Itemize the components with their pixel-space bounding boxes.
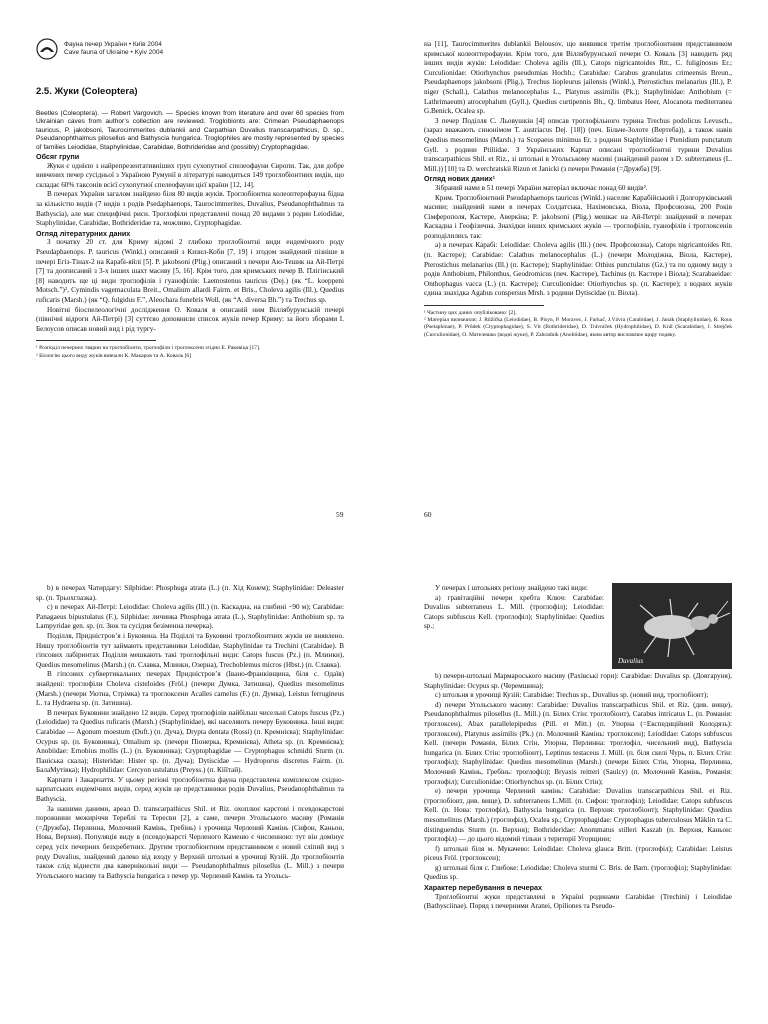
paragraph: В печерах України загалом знайдено біля 80 видів жуків. Троглобіонтна колеоптерофауна бідна за кількістю видів (7 видів з родів Psedaphaenops, Taurocimmerites, Duvalius, Pseudanophthalmus та Bathyscia), але має специфічні риси. Троглофіли представлені понад 20 видами з родин Leiodidae, Staphylinidae, Carabidae, Bothrideridae та, можливо, Cryptophagidae. <box>36 190 344 228</box>
footnote: ¹ Частину цих даних опубліковано: [2]. <box>424 310 517 317</box>
header-line-ua: Фауна печер України • Київ 2004 <box>64 41 162 48</box>
abstract: Beetles (Coleoptera). — Robert Vargovich. — Species known from literature and over 60 species from Ukrainian caves from author’s collection are reviewed. Troglobionts are: Crimean Pseudaphaenops tauricus, P. jakobsoni, Taurocimmerites dublankii and Carpathian Duvalius transcarpathicus, D. sp., Pseudanophthalmus pilosellus and Bathyscia hungarica. Troglophiles are mostly represented by species of families Leiodidae, Staphylinidae, Carabidae, Bothrideridae and (possibly) Cryptophagidae. <box>36 110 344 151</box>
page-60-column <box>424 40 732 339</box>
footnotes <box>36 345 344 359</box>
page-62-intro <box>424 584 604 632</box>
duvalius-beetle-photo <box>612 583 732 669</box>
page-61-column <box>36 584 344 881</box>
footnote: ² Матеріал визначили: J. Růžička (Leiodidae), B. Pisyn, P. Moravec, J. Farkač, J.Vávra (Carabidae), J. Janák (Staphylinidae), R. Rous (Pselaphinae), P. Průdek (Cryptophagidae), S. Vít (Bothrideridae), D. Trávníček (Hydrophilidae), D. Král (Scarabidae), J. Strejček (Curculionidae), О. Мателешко (водні жуки), P. Zahradník (Anobiidae), яким автор висловлює щиру подяку. <box>424 317 732 338</box>
paragraph: Троглобіонтні жуки представлені в Україні родинами Carabidae (Trechini) і Leiodidae (Bathysciinae). Поряд з печерними Aranei, Opiliones та Pseudo- <box>424 892 732 911</box>
footnote-rule <box>36 340 156 341</box>
header-line-en: Cave fauna of Ukraine • Kyiv 2004 <box>64 49 164 56</box>
photo-caption: Duvalius <box>618 657 644 665</box>
page-number: 59 <box>336 510 344 519</box>
paragraph: f) штольні біля м. Мукачево: Leiodidae: Choleva glauca Britt. (троглофіл); Carabidae: Leistus piceus Fröl. (троглоксен); <box>424 844 732 863</box>
paragraph: c) штольня в урочищі Кузій: Carabidae: Trechus sp., Duvalius sp. (новий вид, троглобіонт); <box>435 691 709 700</box>
section-title: 2.5. Жуки (Coleoptera) <box>36 86 138 97</box>
heading-literature: Огляд літературних даних <box>36 228 131 238</box>
paragraph: Поділля, Придністров’я і Буковина. На Поділлі та Буковині троглобіонтних жуків не виявлено. Нишу троглобіонтів тут займають представники Leiodidae, Staphylinidae та Trechini (Carabidae). В гіпсових лабіринтах Поділля мешкають такі троглофільні види: Catops fuscus (Pz.) (п. Млинки), Quedius mesomelinus (Marsh.) (п. Славка, Млинки, Озерна), Trechoblemus micros (Hbst.) (п. Славка). <box>36 631 344 669</box>
heading-overview: Обсяг групи <box>36 152 80 162</box>
paragraph: Зібраний нами в 51 печері України матеріал включає понад 60 видів². <box>435 183 648 192</box>
paragraph: Новітні біоспелеологічні дослідження О. Коваля в описаній ним Віллябурунській печері (північні відроги Ай-Петрі) [3] суттєво доповнили список жуків печер Криму: за його зборами І. Белоусов описав новий вид і рід тургу- <box>36 305 344 333</box>
paragraph: g) штольні біля с. Глибоке: Leiodidae: Choleva sturmi C. Bris. de Barn. (троглофіл); Staphylinidae: Quedius sp. <box>424 863 732 882</box>
page-62-column <box>424 672 732 912</box>
paragraph: В печерах Буковини знайдено 12 видів. Серед троглофілів найбільш чисельні Catops fuscus (Pz.) (Leiodidae) та Quedius ruficaris (Marsh.) (Staphylinidae), які населяють печеру Буковинка. Інші види: Carabidae — Agonum moestum (Duft.) (п. Дуча), Drypta dentata (Rossi) (п. Кремнієва); Staphylinidae: Ocypus sp. (п. Буковинка), Omalium sp. (печери Піонерка, Кремнієва), Atheta sp. (п. Кремнієва); Anobiidae: Ernobius mollis (L.) (п. Буковинка); Cryptophagidae — Cryptophagus schmidti Sturm (п. Паніська скала); Histeridae: Hister sp. (п. Дуча); Dytiscidae — Hydroporus discretus Fairm. (п. БалаМутівка); Hydrophilidae: Cercyon ustulatus (Preyss.) (п. Кіїїтай). <box>36 708 344 775</box>
paragraph: b) в печерах Чатирдагу: Silphidae: Phosphuga atrata (L.) (п. Хід Конем); Staphylinidae: Deleaster sp. (п. Трьохглазка). <box>36 584 344 602</box>
paragraph: на [11], Taurocimmerites dublankii Belousov, що виявився третім троглобіонтним представником кримської колеоптерофауни. Крім того, для Віллябурунської печери О. Коваль [3] наводить ряд інших видів жуків: Leiodidae: Choleva agilis (Ill.), Catops nigricantoides Rtt., C. fuliginosus Er.; Curculionidae: Otiorhynchus pseudomias Hochh.; Carabidae: Carabus granulatus crimeensis Breun., Pseudaphaenops jakobsoni (Plig.), Trechus liopleurus jailensis (Winkl.), Pterostichus melanarius (Ill.), P. niger (Schall.), Calathus melanocephalus L., Platynus assimilis (Pk.); Staphylinidae: Anthobium (= Lathrimaeum) atrocephalum (Gyll.), Quedius curtipennis Bh., Q. limbatus Heer, Alocanota mediterranea G.Benick, Ocalea sp. <box>424 40 732 116</box>
footnote: ² Біологію цього виду жуків вивчали К. Макаров та А. Коваль [6] <box>36 352 192 359</box>
paragraph: З початку 20 ст. для Криму відомі 2 глибоко троглобіонтні види ендемічного роду Pseudaphaenops. P. tauricus (Winkl.) описаний з Кизил-Коби [7, 19] і згодом знайдений пізніше в печері Егіз-Тінах-2 на Карабі-яйлі [5]. P. jakobsoni (Plig.) описаний з печери Аю-Тешик на Ай-Петрі [7] та доописаний з 3-х інших шахт масиву [5, 16]. Крім того, для кримських печер В. Плігінський [8] наводить ще ці види троглофілів і гуанофілів: Laemostenus tauricus (Dej.) (як “L. koeppeni Motsch.”)², Cymindis vagemaculata Breit., Omalium allardi Fairm. et Bris., Choleva agilis (Ill.), Quedius ruficaris (Marsh.) (як “Q. fulgidus F.”, Aleochara funebris Woll. (як “A. diversa Bh.”) та Trechus sp. <box>36 238 344 304</box>
footnote-rule <box>424 305 544 306</box>
paragraph: а) в печерах Карабі: Leiodidae: Choleva agilis (Ill.) (печ. Профсоюзна), Catops nigricantoides Rtt. (п. Кастере); Carabidae: Calathus melanocephalus (L.) (печери Молодіжна, Віола, Кастере), Pterostichus melanarius (Ill.) (п. Кастере); Staphylinidae: Othius punctulatus (Gz.) та по одному виду з родів Anthobium, Philonthus, Geodromicus (печ. Кастере), Tachinus (п. Кастере і Віола); Scarabaeidae: Onthophagus vacca (L.) (п. Кастере); Curculionidae: Otiorhynchus sp. (п. Кастере); з водних жуків єдина знахідка Agabus conspersus Mrsh. з родини Dytiscidae (п. Віола). <box>424 241 732 298</box>
journal-header <box>36 38 163 60</box>
paragraph: c) в печерах Ай-Петрі: Leiodidae: Choleva agilis (Ill.) (п. Каскадна, на глибині −90 м); Carabidae: Panagaeus bipustulatus (F.), Silphidae: личинка Phosphuga atrata (L.), Staphylinidae: Anthobium sp. та Lampyridae gen. sp. (п. Зюк та сусідня безіменна печерка). <box>36 603 344 631</box>
paragraph: а) гравітаційні печери хребта Ключ: Carabidae: Duvalius subterraneus L. Mill. (троглофіл); Leiodidae: Catops subfuscus Kell. (троглофіл); Staphylinidae: Quedius sp.; <box>424 593 604 631</box>
paragraph: Карпати і Закарпаття. У цьому регіоні троглобіонтна фауна представлена комплексом східно-карпатських ендемічних видів, серед жуків це представники родів Duvalius, Pseudanophthalmus та Bathyscia. <box>36 775 344 804</box>
paragraph: З печер Поділля С. Льовушкін [4] описав троглофільного турина Trechus podolicus Levusch., (зараз вважають синонімом T. austriacus Dej. [18]) (печ. Більче-Золоте (Вертеба)), а також навів Quedius mesomelinus (Marsh.) та Scopaeus minimus Er. з родини Staphylinidae і Ptenidium punctatum Gyll. з родини Ptiliidae. З Українських Карпат описані троглобіонтні турини Duvalius transcarpathicus Shil. et Riz., зі штольні в Угольському масиві (знайдений разом з D. subterraneus (L. Mill.)) [10] та D. werchratskii Rizun et Janicki (з печери Романія (=Дружба) [9]. <box>424 116 732 173</box>
heading-habitat: Характер перебування в печерах <box>424 883 542 893</box>
paragraph: У печерах і штольнях регіону знайдено такі види: <box>435 584 588 592</box>
paragraph: В гіпсових субвертикальних печерах Придністров’я (Івано-Франківщина, біля с. Одаїв) знайдені: троглофіли Choleva cisteloides (Fröl.) (печери Думка, Затишна), Quedius mesomelinus (Marsh.) (печери Уютна, Стрімка) та троглоксени Acalles camelus (F.) (п. Думка), Leistus ferrugineus L. та Hydraena sp. (п. Затишна). <box>36 670 344 708</box>
paragraph: b) печери-штольні Мармароського масиву (Рахівські гори): Carabidae: Duvalius sp. (Довгаруня), Staphylinidae: Ocypus sp. (Черемшина); <box>424 672 732 690</box>
journal-header-text <box>64 41 163 57</box>
paragraph: Жуки є однією з найрепрезентативніших груп сухопутної спелеофауни Європи. Так, для добре вивчених печер сусідньої з Україною Румунії в літературі наводиться 149 троглобіонтних видів, що складає 60% таксонів всієї сухопутної спелеофауни цієї країни [12, 14]. <box>36 161 344 189</box>
footnotes <box>424 310 732 339</box>
footnote: ¹ Розподіл печерних тварин на троглобіонти, троглофіли і троглоксени згідно Е. Раковіца [17]. <box>36 345 261 352</box>
page-59-column <box>36 110 344 360</box>
paragraph: Крим. Троглобіонтний Pseudaphaenops tauricus (Winkl.) населяє Карабійський і Долгоруківський масиви; знайдений нами в печерах Солдатська, Нахімовська, Віола, Профсоюзна, 200 Років Сімферополя, Кастере, Аверкіна; P. jakobsoni (Plig.) мешкає на Ай-Петрі: знайдений в печерах Каскадна і Геофізична. Знахідки інших кримських жуків — троглофілів, гуанофілів і троглоксенів розподілились так: <box>424 193 732 240</box>
heading-new-data: Огляд нових даних¹ <box>424 174 495 184</box>
paragraph: d) печери Угольського масиву: Carabidae: Duvalius transcarpathicus Shil. et Riz. (див. вище), Pseudanophthalmus pilosellus (L. Mill.) (п. Білих Стін: троглобіонт), Carabus intricatus L. (п. Романія: троглоксен), Abax parallelepipedus (Pill. et Mitt.) (п. Упорна (=Експедиційний Колодязь): троглоксен), Platynus assimilis (Pk.) (п. Молочний Камінь: троглоксен); Leiodidae: Catops subfuscus Kell. (печери Романія, Білих Стін, Упорна, Перлинна: троглофіл, чисельний вид), Bathyscia hungarica (п. Білих Стін: троглобіонт), Leptinus testaceus J. Müll. (п. біля скелі Чурь, п. Білих Стін: троглофіл); Staphylinidae: Quedius mesomelinus (Marsh.) (печери Білих Стін, Упорна, Перлинна, Молочний Камінь, Гребінь: троглофіл); Bryaxis reitteri (Saulcy) (п. Молочний Камінь, Романія: троглофіл); Curculionidae: Otiorhynchus sp. (п. Білих Стін); <box>424 700 732 786</box>
cave-fauna-logo-icon <box>36 38 58 60</box>
paragraph: За нашими даними, ареал D. transcarpathicus Shil. et Riz. охоплює карстові і псевдокарстові порожнини межиріччя Тереблі та Тересви [2], а саме, печери Угольського масиву (Романія (=Дружба), Перлинна, Молочний Камінь, Гребінь) і урочища Черлений Камінь (Сифон, Каньон, Нова, Верхня). Популяція виду в (псевдо)карсті Черленого Каменю є численною: тут він домінує серед усіх печерних безхребетних. Другим троглобіонтним представником є новий сліпий вид з роду Duvalius, знайдений далеко від входу у Верхній штольні в урочищі Кузій. До троглобіонтів також слід віднести два кавернікольні види — Pseudanophthalmus pilosellus (L. Mill.) з печери Угольського масиву та Bathyscia hungarica з печер ур. Черлений Камінь та Угольсь- <box>36 804 344 880</box>
paragraph: e) печери урочища Черлений камінь: Carabidae: Duvalius transcarpathicus Shil. et Riz. (троглобіонт, див. вище), D. subterraneus L.Mill. (п. Сифон: троглофіл); Leiodidae: Catops subfuscus Kell. (п. Нова: троглофіл), Bathyscia hungarica (п. Верхня: троглобіонт); Staphylinidae: Quedius mesomelinus (Marsh.) (троглофіл), Ocalea sp.; Cryptophagidae: Cryptophagus tuberculosus Mäklin та C. distinguendus Sturm (п. Верхня); Bothrideridae: Anommatus stilleri Kaszab (п. Верхня, Каньон: троглофіл) — до цього відомий тільки з території Угорщини; <box>424 787 732 844</box>
page-number: 60 <box>424 510 432 519</box>
